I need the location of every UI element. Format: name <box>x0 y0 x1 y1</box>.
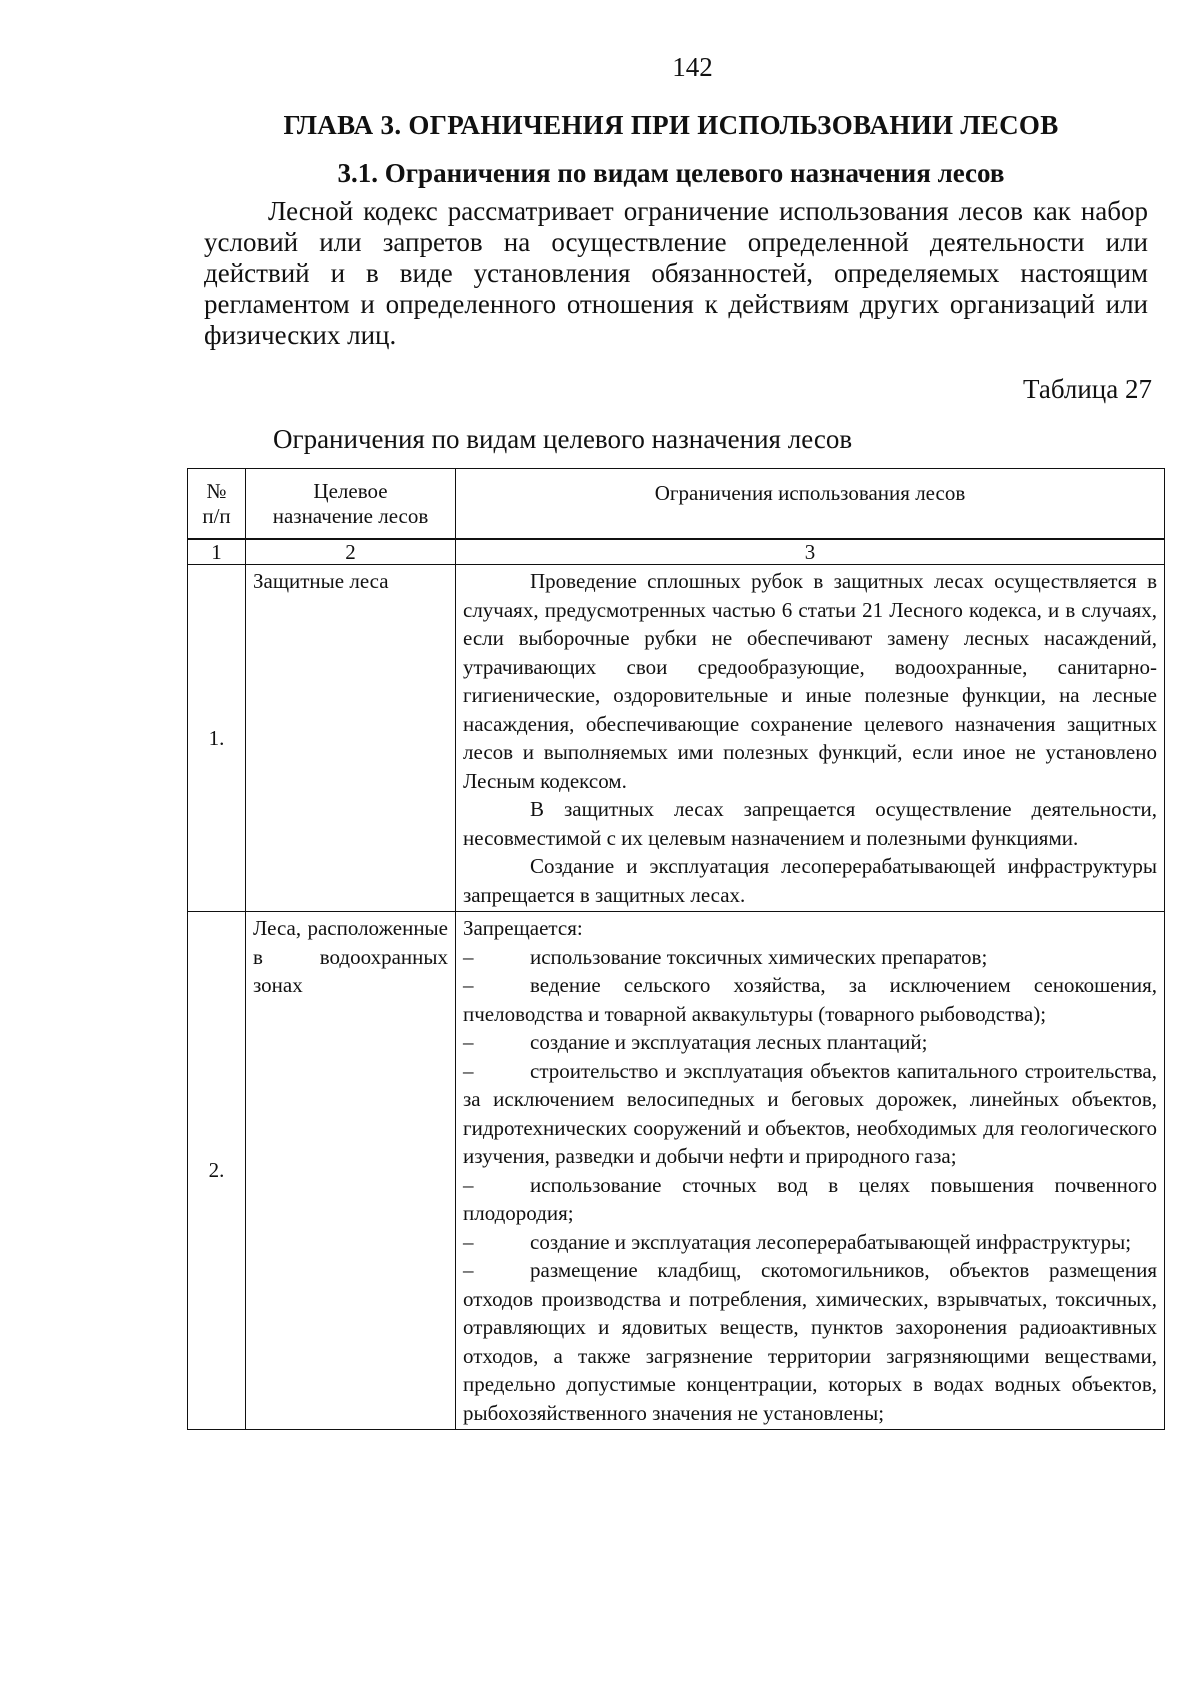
header-number-line2: п/п <box>202 503 231 528</box>
row-purpose: Защитные леса <box>246 565 456 912</box>
restriction-paragraph: Проведение сплошных рубок в защитных лесах осуществляется в случаях, предусмотренных частью 6 статьи 21 Лесного кодекса, и в случаях, если выборочные рубки не обеспечивают замену лесных насаждений, утрачивающих свои средообразующие, водоохранные, санитарно-гигиенические, оздоровительные и иные полезные функции, на лесные насаждения, обеспечивающие сохранение целевого назначения защитных лесов и выполняемых ими полезных функций, если иное не установлено Лесным кодексом. <box>463 569 1157 793</box>
dash-bullet: – <box>463 944 474 969</box>
table-header-row <box>188 469 1165 540</box>
dash-bullet: – <box>463 973 474 997</box>
dash-bullet: – <box>463 1030 474 1054</box>
restriction-item <box>463 971 1157 1028</box>
row-purpose <box>246 912 456 1430</box>
restriction-item-text: использование сточных вод в целях повышения почвенного плодородия; <box>463 1172 1157 1225</box>
restriction-item <box>463 1171 1157 1228</box>
section-title: 3.1. Ограничения по видам целевого назначения лесов <box>337 158 1005 188</box>
page-number: 142 <box>672 52 713 82</box>
header-purpose-line1: Целевое <box>313 478 388 503</box>
row-number: 1. <box>188 565 246 912</box>
restriction-lead: Запрещается: <box>463 916 583 940</box>
restriction-item <box>463 1256 1157 1427</box>
restriction-item-text: строительство и эксплуатация объектов капитального строительства, за исключением велосипедных и беговых дорожек, линейных объектов, гидротехнических сооружений и объектов, необходимых для геологического изучения, разведки и добычи нефти и природного газа; <box>463 1058 1157 1168</box>
table-caption: Ограничения по видам целевого назначения лесов <box>273 424 853 454</box>
header-purpose <box>246 469 456 540</box>
restriction-paragraph: Создание и эксплуатация лесоперерабатывающей инфраструктуры запрещается в защитных лесах. <box>463 854 1157 907</box>
restriction-item-text: ведение сельского хозяйства, за исключением сенокошения, пчеловодства и товарной аквакультуры (товарного рыбоводства); <box>463 973 1157 1026</box>
restriction-item-text: использование токсичных химических препаратов; <box>530 944 988 969</box>
row-restrictions <box>456 565 1165 912</box>
table-row <box>188 912 1165 1430</box>
column-index-1: 1 <box>188 539 246 565</box>
row-number: 2. <box>188 912 246 1430</box>
row-restrictions <box>456 912 1165 1430</box>
column-index-2: 2 <box>246 539 456 565</box>
restriction-item-text: создание и эксплуатация лесных плантаций; <box>530 1030 928 1054</box>
header-purpose-line2: назначение лесов <box>272 503 429 528</box>
dash-bullet: – <box>463 1172 474 1197</box>
restriction-paragraph: В защитных лесах запрещается осуществление деятельности, несовместимой с их целевым назначением и полезными функциями. <box>463 797 1157 850</box>
restriction-item <box>463 1228 1157 1257</box>
restriction-item-text: создание и эксплуатация лесоперерабатывающей инфраструктуры; <box>530 1229 1132 1254</box>
dash-bullet: – <box>463 1058 474 1083</box>
intro-paragraph <box>204 196 1148 351</box>
table-number: Таблица 27 <box>1023 374 1152 404</box>
dash-bullet: – <box>463 1229 474 1254</box>
dash-bullet: – <box>463 1258 474 1282</box>
header-restrictions: Ограничения использования лесов <box>456 469 1165 540</box>
restriction-item <box>463 943 1157 972</box>
header-number-line1: № <box>206 478 227 503</box>
restriction-item <box>463 1057 1157 1171</box>
restriction-item <box>463 1028 1157 1057</box>
table-row <box>188 565 1165 912</box>
column-index-3: 3 <box>456 539 1165 565</box>
row-purpose-text: Леса, расположенные в водоохранных зонах <box>253 916 448 997</box>
intro-text: Лесной кодекс рассматривает ограничение использования лесов как набор условий или запретов на осуществление определенной деятельности или действий и в виде установления обязанностей, определяемых настоящим регламентом и определенного отношения к действиям других организаций или физических лиц. <box>204 196 1148 350</box>
chapter-title: ГЛАВА 3. ОГРАНИЧЕНИЯ ПРИ ИСПОЛЬЗОВАНИИ ЛЕСОВ <box>283 110 1059 140</box>
restrictions-table <box>187 468 1165 1430</box>
header-number <box>188 469 246 540</box>
table-index-row <box>188 539 1165 565</box>
restriction-item-text: размещение кладбищ, скотомогильников, объектов размещения отходов производства и потребления, химических, взрывчатых, токсичных, отравляющих и ядовитых веществ, пунктов захоронения радиоактивных отходов, а также загрязнение территории загрязняющими веществами, предельно допустимые концентрации, которых в водах водных объектов, рыбохозяйственного значения не установлены; <box>463 1258 1157 1425</box>
